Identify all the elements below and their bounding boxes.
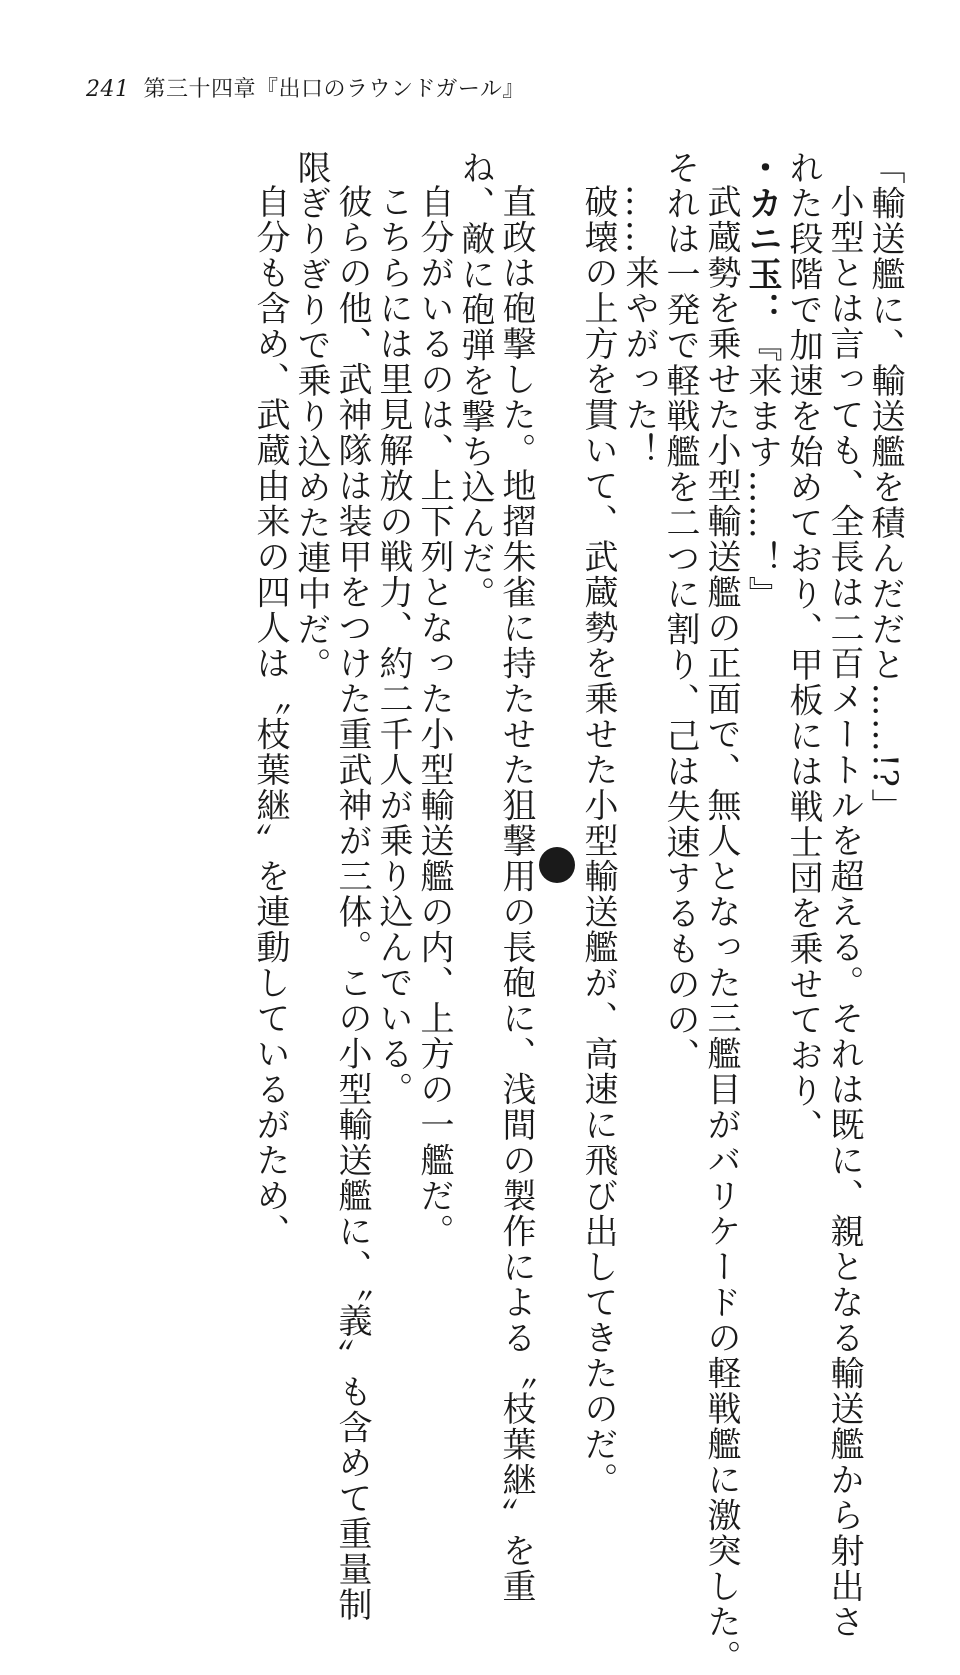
- text-line: こちらには里見解放の戦力、約二千人が乗り込んでいる。: [373, 184, 413, 1107]
- text-line: 「輸送艦に、輸送艦を積んだだと……!?」: [865, 150, 905, 824]
- text-line: ね、敵に砲弾を撃ち込んだ。: [455, 150, 495, 612]
- text-line: 自分も含め、武蔵由来の四人は〝枝葉継〟を連動しているがため、: [250, 184, 290, 1249]
- text-line: 小型とは言っても、全長は二百メートルを超える。それは既に、親となる輸送艦から射出さ: [824, 184, 864, 1640]
- text-line: れた段階で加速を始めており、甲板には戦士団を乗せており、: [783, 150, 823, 1144]
- text-line: 直政は砲撃した。地摺朱雀に持たせた狙撃用の長砲に、浅間の製作による〝枝葉継〟を重: [496, 184, 536, 1604]
- text-line: 自分がいるのは、上下列となった小型輸送艦の内、上方の一艦だ。: [414, 184, 454, 1249]
- page-number: 241: [86, 77, 130, 102]
- text-line: 武蔵勢を乗せた小型輸送艦の正面で、無人となった三艦目がバリケードの軽戦艦に激突した。: [701, 184, 741, 1675]
- text-line: 破壊の上方を貫いて、武蔵勢を乗せた小型輸送艦が、高速に飛び出してきたのだ。: [578, 184, 618, 1498]
- text-line: 限ぎりぎりで乗り込めた連中だ。: [291, 150, 331, 683]
- speaker-name: ・カニ玉：: [742, 150, 782, 328]
- speaker-speech: 『来ます……！』: [742, 327, 782, 612]
- page-header: [86, 72, 525, 103]
- section-break-dot-icon: [539, 847, 575, 883]
- section-break: [536, 150, 577, 1330]
- text-line: 彼らの他、武神隊は装甲をつけた重武神が三体。この小型輸送艦に、〝義〟も含めて重量制: [332, 184, 372, 1623]
- text-line: それは一発で軽戦艦を二つに割り、己は失速するものの、: [660, 150, 700, 1073]
- text-line: ……来やがった！: [619, 184, 659, 468]
- chapter-title: 第三十四章『出口のラウンドガール』: [143, 77, 525, 102]
- speaker-line: [741, 150, 782, 1330]
- novel-body-text: [85, 150, 905, 1675]
